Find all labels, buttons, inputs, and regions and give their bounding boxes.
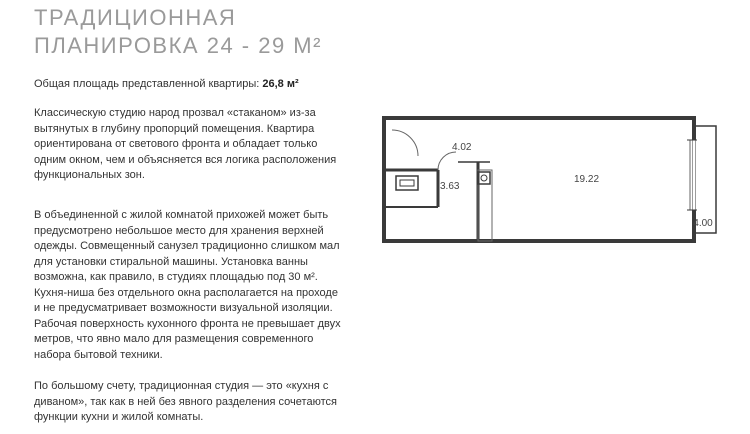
description-paragraph-1: Классическую студию народ прозвал «стаканом» из-за вытянутых в глубину пропорций помещения. Квартира ориентирована от светового фронта и обладает только одним окном, чем и объясняется вся логика расположения функциональных зон. [34, 107, 337, 181]
floor-plan-doors [392, 130, 456, 170]
title-line-2: ПЛАНИРОВКА 24 - 29 М² [34, 33, 322, 58]
floor-plan [378, 112, 723, 247]
total-area-value: 26,8 м² [262, 78, 299, 90]
room-area-living: 19.22 [574, 174, 600, 185]
title-line-1: ТРАДИЦИОННАЯ [34, 5, 237, 30]
room-area-hall: 4.02 [452, 142, 472, 153]
floor-plan-walls [384, 118, 716, 241]
description-paragraph-2: В объединенной с жилой комнатой прихожей может быть предусмотрено небольшое место для хранения верхней одежды. Совмещенный санузел традиционно слишком мал для установки стиральной машины. Установка ванны возможна, как правило, в студиях площадью под 30 м². Кухня-ниша без отдельного окна располагается на проходе и не предусматривает возможности визуальной изоляции. Рабочая поверхность кухонного фронта не превышает двух метров, что явно мало для размещения современного набора бытовой техники. [34, 209, 341, 361]
total-area-label: Общая площадь представленной квартиры: [34, 78, 260, 90]
description-paragraph-3: По большому счету, традиционная студия — это «кухня с диваном», так как в ней без явного разделения сочетаются функции кухни и жилой комнаты. [34, 380, 337, 423]
page-title [34, 4, 322, 60]
total-area [34, 78, 299, 90]
room-area-bathroom: 3.63 [440, 181, 460, 192]
room-area-balcony: 4.00 [693, 218, 713, 229]
